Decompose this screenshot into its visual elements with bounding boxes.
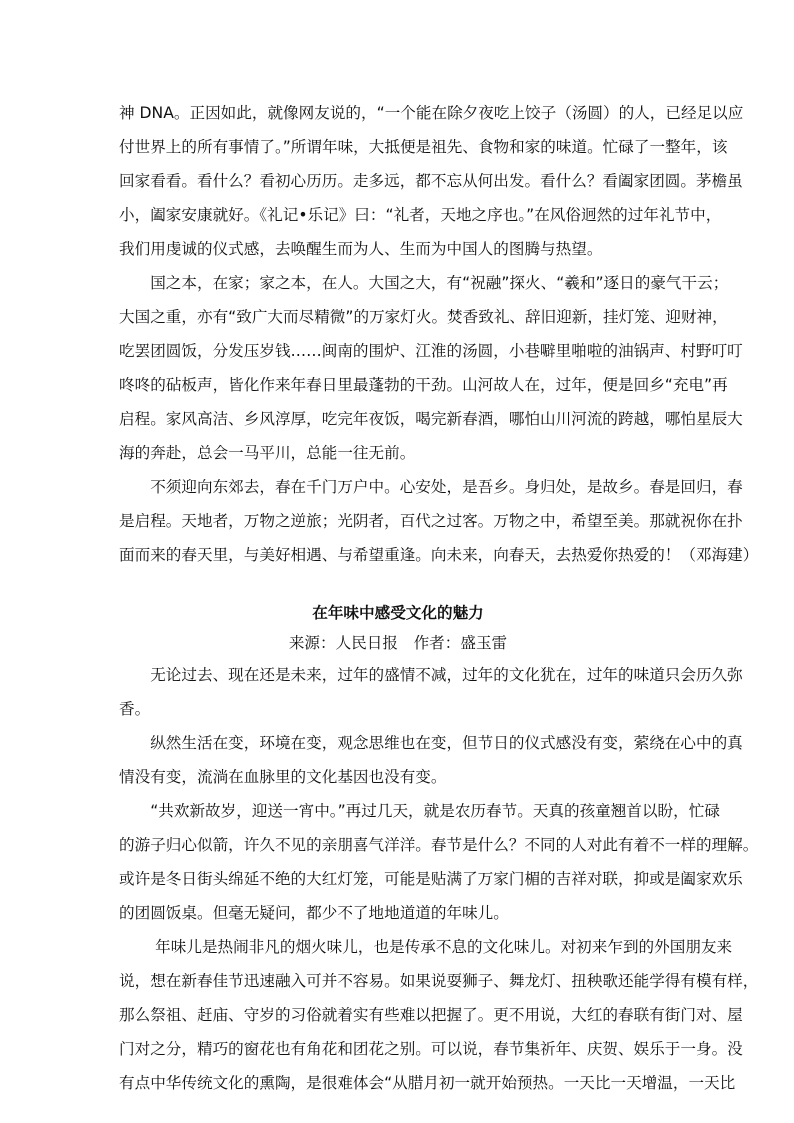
paragraph [119,266,743,470]
article-1 [119,96,759,572]
text-line: 情没有变，流淌在血脉里的文化基因也没有变。 [119,768,447,786]
text-line: 面而来的春天里，与美好相遇、与希望重逢。向未来，向春天，去热爱你热爱的！（邓海建） [119,546,759,564]
text-line: 年味儿是热闹非凡的烟火味儿，也是传承不息的文化味儿。对初来乍到的外国朋友来 [119,938,733,956]
text-line: 启程。家风高洁、乡风淳厚，吃完年夜饭，喝完新春酒，哪怕山川河流的跨越，哪怕星辰大 [119,410,743,428]
text-line: 无论过去、现在还是未来，过年的盛情不减，过年的文化犹在，过年的味道只会历久弥 [119,666,743,684]
text-line: 国之本，在家；家之本，在人。大国之大，有“祝融”探火、“羲和”逐日的豪气干云； [119,274,729,292]
document-page [119,96,759,1100]
text-line: 我们用虔诚的仪式感，去唤醒生而为人、生而为中国人的图腾与热望。 [119,240,603,258]
paragraph [119,930,759,1100]
article-source: 来源：人民日报 作者：盛玉雷 [288,634,508,652]
text-line: 门对之分，精巧的窗花也有角花和团花之别。可以说，春节集祈年、庆贺、娱乐于一身。没 [119,1040,743,1058]
text-line: 神 DNA。正因如此，就像网友说的，“一个能在除夕夜吃上饺子（汤圆）的人，已经足以应 [119,104,744,122]
text-line: 香。 [119,700,151,718]
text-line: 的团圆饭桌。但毫无疑问，都少不了地地道道的年味儿。 [119,904,509,922]
paragraph [119,794,759,930]
text-line: 咚咚的砧板声，皆化作来年春日里最蓬勃的干劲。山河故人在，过年，便是回乡“充电”再 [119,376,728,394]
paragraph [119,96,744,266]
paragraph [119,470,759,572]
text-line: 不须迎向东郊去，春在千门万户中。心安处，是吾乡。身归处，是故乡。春是回归，春 [119,478,743,496]
text-line: “共欢新故岁，迎送一宵中。”再过几天，就是农历春节。天真的孩童翘首以盼，忙碌 [119,802,720,820]
text-line: 吃罢团圆饭，分发压岁钱……闽南的围炉、江淮的汤圆，小巷噼里啪啦的油锅声、村野叮叮 [119,342,743,360]
article-title: 在年味中感受文化的魅力 [312,604,484,622]
text-line: 海的奔赴，总会一马平川，总能一往无前。 [119,444,416,462]
text-line: 说，想在新春佳节迅速融入可并不容易。如果说耍狮子、舞龙灯、扭秧歌还能学得有模有样， [119,972,759,990]
text-line: 回家看看。看什么？看初心历历。走多远，都不忘从何出发。看什么？看阖家团圆。茅檐虽 [119,172,743,190]
paragraph [119,658,743,726]
text-line: 大国之重，亦有“致广大而尽精微”的万家灯火。焚香致礼、辞旧迎新，挂灯笼、迎财神， [119,308,728,326]
text-line: 付世界上的所有事情了。”所谓年味，大抵便是祖先、食物和家的味道。忙碌了一整年，该 [119,138,728,156]
text-line: 小，阖家安康就好。《礼记•乐记》曰：“礼者，天地之序也。”在风俗迥然的过年礼节中， [119,206,722,224]
text-line: 那么祭祖、赶庙、守岁的习俗就着实有些难以把握了。更不用说，大红的春联有街门对、屋 [119,1006,743,1024]
article-2 [119,598,759,1100]
text-line: 有点中华传统文化的熏陶，是很难体会“从腊月初一就开始预热。一天比一天增温，一天比 [119,1074,736,1092]
section-spacer [119,572,677,598]
text-line: 的游子归心似箭，许久不见的亲朋喜气洋洋。春节是什么？不同的人对此有着不一样的理解。 [119,836,759,854]
text-line: 是启程。天地者，万物之逆旅；光阴者，百代之过客。万物之中，希望至美。那就祝你在扑 [119,512,743,530]
text-line: 纵然生活在变，环境在变，观念思维也在变，但节日的仪式感没有变，萦绕在心中的真 [119,734,743,752]
text-line: 或许是冬日街头绵延不绝的大红灯笼，可能是贴满了万家门楣的吉祥对联，抑或是阖家欢乐 [119,870,743,888]
paragraph [119,726,743,794]
